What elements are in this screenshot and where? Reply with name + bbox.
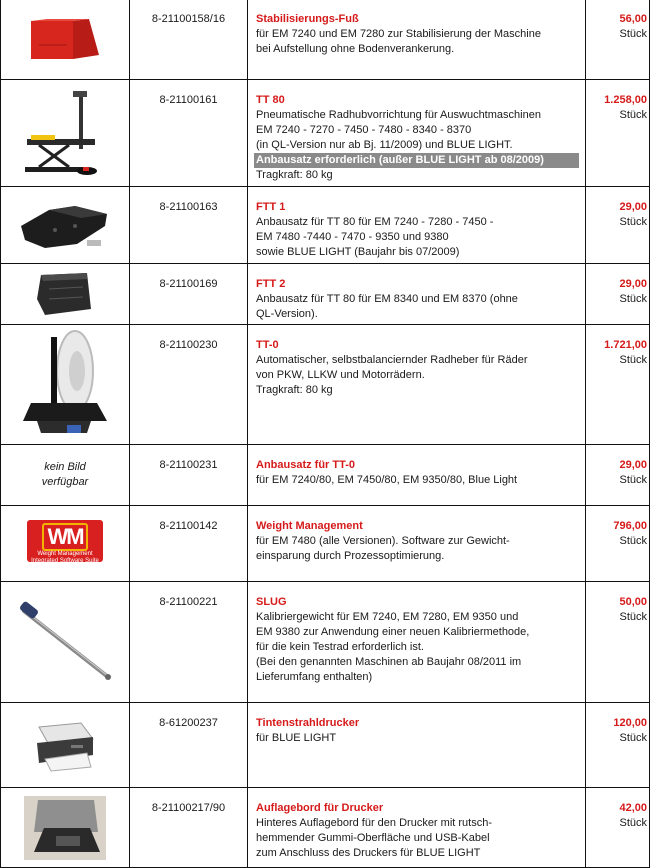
article-number: 8-21100142 [130, 506, 248, 582]
description-line: Hinteres Auflagebord für den Drucker mit rutsch- [256, 817, 492, 829]
price-cell [586, 325, 650, 445]
price-unit: Stück [619, 28, 647, 40]
description-line: Tragkraft: 80 kg [256, 384, 333, 396]
price-cell [586, 264, 650, 325]
product-title: Auflagebord für Drucker [256, 802, 384, 814]
logo-text: Weight Management [37, 551, 93, 557]
article-number: 8-21100158/16 [130, 0, 248, 80]
product-description [248, 703, 586, 788]
price-unit: Stück [619, 216, 647, 228]
description-line: hemmender Gummi-Oberfläche und USB-Kabel [256, 832, 490, 844]
description-line: QL-Version). [256, 308, 318, 320]
weight-management-logo [27, 520, 103, 562]
description-line: (in QL-Version nur ab Bj. 11/2009) und BLUE LIGHT. [256, 139, 513, 151]
price-value: 42,00 [619, 802, 647, 814]
product-image-cell [1, 703, 130, 788]
price-value: 1.258,00 [604, 94, 647, 106]
product-description [248, 445, 586, 506]
description-line: bei Aufstellung ohne Bodenverankerung. [256, 43, 455, 55]
price-value: 29,00 [619, 201, 647, 213]
price-cell [586, 187, 650, 264]
table-row [1, 703, 650, 788]
product-image-cell [1, 80, 130, 187]
price-value: 29,00 [619, 278, 647, 290]
price-cell [586, 703, 650, 788]
price-value: 56,00 [619, 13, 647, 25]
no-image-text: verfügbar [41, 476, 89, 488]
table-row [1, 80, 650, 187]
description-line: zum Anschluss des Druckers für BLUE LIGHT [256, 847, 481, 859]
no-image-placeholder [1, 460, 129, 490]
description-line: für BLUE LIGHT [256, 732, 337, 744]
article-number: 8-21100161 [130, 80, 248, 187]
product-image-cell [1, 582, 130, 703]
description-line: für EM 7240 und EM 7280 zur Stabilisierung der Maschine [256, 28, 541, 40]
product-description [248, 506, 586, 582]
inkjet-printer-image [31, 717, 99, 773]
requirement-note: Anbausatz erforderlich (außer BLUE LIGHT ab 08/2009) [254, 153, 579, 168]
description-line: (Bei den genannten Maschinen ab Baujahr 08/2011 im [256, 656, 522, 668]
no-image-text: kein Bild [44, 461, 86, 473]
price-unit: Stück [619, 732, 647, 744]
description-line: EM 7240 - 7270 - 7450 - 7480 - 8340 - 8370 [256, 124, 472, 136]
price-value: 1.721,00 [604, 339, 647, 351]
product-title: Anbausatz für TT-0 [256, 459, 356, 471]
price-unit: Stück [619, 354, 647, 366]
table-row [1, 506, 650, 582]
price-value: 120,00 [613, 717, 647, 729]
mounting-plate-image [33, 269, 97, 319]
wheel-lifter-image [17, 329, 113, 441]
product-description [248, 264, 586, 325]
description-line: Anbausatz für TT 80 für EM 7240 - 7280 - 7450 - [256, 216, 494, 228]
product-description [248, 80, 586, 187]
price-cell [586, 582, 650, 703]
article-number: 8-21100163 [130, 187, 248, 264]
product-title: TT 80 [256, 94, 285, 106]
price-unit: Stück [619, 293, 647, 305]
price-unit: Stück [619, 817, 647, 829]
description-line: einsparung durch Prozessoptimierung. [256, 550, 445, 562]
wheel-lift-image [17, 87, 113, 179]
price-cell [586, 0, 650, 80]
product-image-cell [1, 0, 130, 80]
description-line: Tragkraft: 80 kg [256, 169, 333, 181]
table-row [1, 445, 650, 506]
product-image-cell [1, 506, 130, 582]
article-number: 8-61200237 [130, 703, 248, 788]
description-line: für die kein Testrad erforderlich ist. [256, 641, 424, 653]
article-number: 8-21100217/90 [130, 788, 248, 868]
description-line: Kalibriergewicht für EM 7240, EM 7280, EM 9350 und [256, 611, 519, 623]
description-line: EM 7480 -7440 - 7470 - 9350 und 9380 [256, 231, 449, 243]
price-unit: Stück [619, 611, 647, 623]
product-description [248, 788, 586, 868]
price-cell [586, 80, 650, 187]
price-value: 50,00 [619, 596, 647, 608]
product-title: Tintenstrahldrucker [256, 717, 360, 729]
description-line: für EM 7240/80, EM 7450/80, EM 9350/80, Blue Light [256, 474, 518, 486]
calibration-rod-image [10, 597, 120, 687]
table-row [1, 0, 650, 80]
mounting-plate-image [15, 196, 115, 254]
price-value: 29,00 [619, 459, 647, 471]
price-unit: Stück [619, 474, 647, 486]
description-line: EM 9380 zur Anwendung einer neuen Kalibriermethode, [256, 626, 530, 638]
price-cell [586, 445, 650, 506]
article-number: 8-21100221 [130, 582, 248, 703]
product-description [248, 187, 586, 264]
product-description [248, 0, 586, 80]
description-line: für EM 7480 (alle Versionen). Software zur Gewicht- [256, 535, 510, 547]
price-value: 796,00 [613, 520, 647, 532]
article-number: 8-21100231 [130, 445, 248, 506]
product-image-cell [1, 325, 130, 445]
product-title: FTT 1 [256, 201, 286, 213]
stabilizing-foot-image [27, 15, 103, 63]
table-row [1, 582, 650, 703]
description-line: sowie BLUE LIGHT (Baujahr bis 07/2009) [256, 246, 460, 258]
price-cell [586, 788, 650, 868]
table-row [1, 325, 650, 445]
description-line: von PKW, LLKW und Motorrädern. [256, 369, 425, 381]
table-row [1, 264, 650, 325]
product-title: FTT 2 [256, 278, 286, 290]
logo-mark: WM [42, 523, 87, 551]
product-image-cell [1, 445, 130, 506]
product-title: Weight Management [256, 520, 363, 532]
description-line: Anbausatz für TT 80 für EM 8340 und EM 8370 (ohne [256, 293, 518, 305]
table-row [1, 187, 650, 264]
article-number: 8-21100230 [130, 325, 248, 445]
printer-shelf-image [20, 792, 110, 864]
product-title: TT-0 [256, 339, 279, 351]
product-image-cell [1, 788, 130, 868]
description-line: Automatischer, selbstbalanciernder Radheber für Räder [256, 354, 528, 366]
product-title: Stabilisierungs-Fuß [256, 13, 359, 25]
description-line: Lieferumfang enthalten) [256, 671, 373, 683]
product-image-cell [1, 187, 130, 264]
article-number: 8-21100169 [130, 264, 248, 325]
product-description [248, 325, 586, 445]
product-description [248, 582, 586, 703]
description-line: Pneumatische Radhubvorrichtung für Auswuchtmaschinen [256, 109, 541, 121]
price-cell [586, 506, 650, 582]
price-unit: Stück [619, 109, 647, 121]
table-row [1, 788, 650, 868]
logo-text: Integrated Software Suite [31, 558, 99, 564]
price-unit: Stück [619, 535, 647, 547]
product-image-cell [1, 264, 130, 325]
product-title: SLUG [256, 596, 287, 608]
